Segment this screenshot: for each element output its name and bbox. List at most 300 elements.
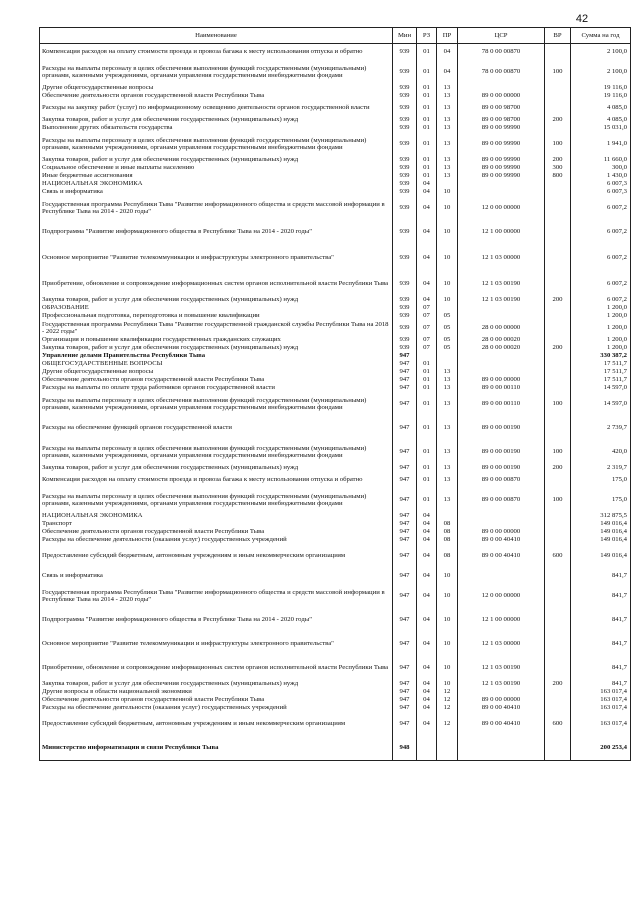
cell-target-item: 12 0 00 00000 bbox=[458, 196, 545, 220]
cell-target-item: 12 1 03 00190 bbox=[458, 680, 545, 688]
cell-name: Иные бюджетные ассигнования bbox=[40, 172, 393, 180]
cell-section: 04 bbox=[417, 528, 437, 536]
cell-ministry: 939 bbox=[393, 92, 417, 100]
table-row bbox=[40, 344, 631, 352]
cell-name: Предоставление субсидий бюджетным, автономным учреждениям и иным некоммерческим организациям bbox=[40, 544, 393, 568]
table-row bbox=[40, 180, 631, 188]
cell-expense-type bbox=[545, 696, 571, 704]
cell-expense-type: 100 bbox=[545, 132, 571, 156]
cell-target-item: 12 1 03 00190 bbox=[458, 272, 545, 296]
cell-name: Приобретение, обновление и сопровождение информационных систем органов исполнительной власти Республики Тыва bbox=[40, 656, 393, 680]
cell-annual-sum: 420,0 bbox=[571, 440, 631, 464]
cell-target-item: 89 0 00 00000 bbox=[458, 528, 545, 536]
cell-section: 04 bbox=[417, 712, 437, 736]
cell-section: 04 bbox=[417, 632, 437, 656]
table-header bbox=[40, 28, 631, 44]
cell-section: 07 bbox=[417, 336, 437, 344]
cell-subsection bbox=[437, 512, 458, 520]
cell-name: Расходы на закупку работ (услуг) по информационному освещению деятельности органов государственной власти bbox=[40, 100, 393, 116]
cell-subsection: 10 bbox=[437, 608, 458, 632]
cell-expense-type bbox=[545, 304, 571, 312]
cell-annual-sum: 4 085,0 bbox=[571, 116, 631, 124]
cell-target-item: 12 0 00 00000 bbox=[458, 584, 545, 608]
cell-section: 01 bbox=[417, 100, 437, 116]
table-row bbox=[40, 360, 631, 368]
cell-annual-sum: 6 007,3 bbox=[571, 180, 631, 188]
cell-expense-type bbox=[545, 272, 571, 296]
table-row bbox=[40, 84, 631, 92]
cell-expense-type bbox=[545, 416, 571, 440]
cell-annual-sum: 6 007,2 bbox=[571, 244, 631, 272]
cell-annual-sum: 149 016,4 bbox=[571, 528, 631, 536]
cell-name: ОБЩЕГОСУДАРСТВЕННЫЕ ВОПРОСЫ bbox=[40, 360, 393, 368]
cell-ministry: 947 bbox=[393, 368, 417, 376]
header-target-item: ЦСР bbox=[458, 28, 545, 44]
cell-annual-sum: 1 941,0 bbox=[571, 132, 631, 156]
cell-name: Расходы на выплаты по оплате труда работников органов государственной власти bbox=[40, 384, 393, 392]
cell-subsection bbox=[437, 736, 458, 761]
cell-target-item bbox=[458, 736, 545, 761]
cell-target-item bbox=[458, 512, 545, 520]
cell-name: Приобретение, обновление и сопровождение информационных систем органов исполнительной власти Республики Тыва bbox=[40, 272, 393, 296]
cell-ministry: 939 bbox=[393, 84, 417, 92]
cell-target-item: 12 1 03 00190 bbox=[458, 656, 545, 680]
cell-annual-sum: 19 116,0 bbox=[571, 84, 631, 92]
cell-ministry: 947 bbox=[393, 568, 417, 584]
cell-annual-sum: 1 200,0 bbox=[571, 344, 631, 352]
table-row bbox=[40, 472, 631, 488]
cell-ministry: 947 bbox=[393, 392, 417, 416]
cell-expense-type: 200 bbox=[545, 680, 571, 688]
table-row bbox=[40, 320, 631, 336]
header-ministry: Мин bbox=[393, 28, 417, 44]
cell-expense-type bbox=[545, 124, 571, 132]
cell-ministry: 947 bbox=[393, 632, 417, 656]
cell-target-item: 89 0 00 99990 bbox=[458, 172, 545, 180]
cell-expense-type bbox=[545, 536, 571, 544]
cell-ministry: 947 bbox=[393, 544, 417, 568]
cell-expense-type bbox=[545, 100, 571, 116]
cell-annual-sum: 841,7 bbox=[571, 656, 631, 680]
table-row bbox=[40, 656, 631, 680]
cell-name: Расходы на обеспечение деятельности (оказания услуг) государственных учреждений bbox=[40, 536, 393, 544]
cell-name: Закупка товаров, работ и услуг для обеспечения государственных (муниципальных) нужд bbox=[40, 344, 393, 352]
table-row bbox=[40, 568, 631, 584]
cell-annual-sum: 841,7 bbox=[571, 608, 631, 632]
cell-expense-type bbox=[545, 704, 571, 712]
cell-ministry: 948 bbox=[393, 736, 417, 761]
cell-name: Транспорт bbox=[40, 520, 393, 528]
table-row bbox=[40, 272, 631, 296]
cell-target-item: 89 0 00 00110 bbox=[458, 384, 545, 392]
cell-annual-sum: 1 200,0 bbox=[571, 304, 631, 312]
cell-section: 01 bbox=[417, 360, 437, 368]
table-row bbox=[40, 124, 631, 132]
cell-annual-sum: 149 016,4 bbox=[571, 544, 631, 568]
cell-subsection: 04 bbox=[437, 60, 458, 84]
cell-subsection: 10 bbox=[437, 632, 458, 656]
cell-name: Закупка товаров, работ и услуг для обеспечения государственных (муниципальных) нужд bbox=[40, 464, 393, 472]
cell-section: 01 bbox=[417, 172, 437, 180]
cell-section: 04 bbox=[417, 272, 437, 296]
cell-name: Компенсация расходов на оплату стоимости проезда и провоза багажа к месту использования отпуска и обратно bbox=[40, 472, 393, 488]
cell-ministry: 947 bbox=[393, 416, 417, 440]
table-row bbox=[40, 336, 631, 344]
cell-section: 01 bbox=[417, 384, 437, 392]
cell-subsection: 13 bbox=[437, 464, 458, 472]
cell-subsection: 08 bbox=[437, 520, 458, 528]
cell-ministry: 947 bbox=[393, 464, 417, 472]
cell-target-item: 89 0 00 40410 bbox=[458, 536, 545, 544]
cell-annual-sum: 1 430,0 bbox=[571, 172, 631, 180]
cell-subsection: 13 bbox=[437, 132, 458, 156]
cell-target-item: 78 0 00 00870 bbox=[458, 44, 545, 61]
table-row bbox=[40, 464, 631, 472]
cell-target-item: 89 0 00 40410 bbox=[458, 704, 545, 712]
table-row bbox=[40, 536, 631, 544]
cell-subsection: 13 bbox=[437, 416, 458, 440]
table-row bbox=[40, 416, 631, 440]
cell-name: Другие общегосударственные вопросы bbox=[40, 84, 393, 92]
cell-annual-sum: 163 017,4 bbox=[571, 688, 631, 696]
cell-target-item: 89 0 00 00190 bbox=[458, 416, 545, 440]
cell-ministry: 939 bbox=[393, 344, 417, 352]
cell-section: 07 bbox=[417, 344, 437, 352]
cell-name: Государственная программа Республики Тыва "Развитие информационного общества и средств массовой информации в Республике Тыва на 2014 - 2020 годы" bbox=[40, 584, 393, 608]
cell-ministry: 939 bbox=[393, 304, 417, 312]
cell-section: 04 bbox=[417, 520, 437, 528]
cell-ministry: 947 bbox=[393, 352, 417, 360]
cell-subsection: 13 bbox=[437, 172, 458, 180]
cell-name: Обеспечение деятельности органов государственной власти Республики Тыва bbox=[40, 528, 393, 536]
cell-expense-type: 300 bbox=[545, 164, 571, 172]
cell-expense-type bbox=[545, 196, 571, 220]
cell-ministry: 939 bbox=[393, 132, 417, 156]
cell-annual-sum: 149 016,4 bbox=[571, 536, 631, 544]
cell-annual-sum: 163 017,4 bbox=[571, 696, 631, 704]
cell-subsection: 10 bbox=[437, 584, 458, 608]
cell-annual-sum: 15 031,0 bbox=[571, 124, 631, 132]
cell-name: Расходы на обеспечение функций органов государственной власти bbox=[40, 416, 393, 440]
cell-annual-sum: 841,7 bbox=[571, 632, 631, 656]
cell-name: Связь и информатика bbox=[40, 188, 393, 196]
cell-section: 04 bbox=[417, 608, 437, 632]
cell-subsection: 13 bbox=[437, 100, 458, 116]
cell-section: 04 bbox=[417, 188, 437, 196]
cell-subsection: 13 bbox=[437, 84, 458, 92]
cell-annual-sum: 1 200,0 bbox=[571, 312, 631, 320]
cell-ministry: 939 bbox=[393, 196, 417, 220]
cell-target-item: 12 1 00 00000 bbox=[458, 220, 545, 244]
cell-subsection: 10 bbox=[437, 244, 458, 272]
cell-subsection bbox=[437, 304, 458, 312]
cell-expense-type: 200 bbox=[545, 116, 571, 124]
table-row bbox=[40, 188, 631, 196]
cell-target-item: 12 1 03 00000 bbox=[458, 244, 545, 272]
cell-section: 04 bbox=[417, 220, 437, 244]
cell-annual-sum: 163 017,4 bbox=[571, 712, 631, 736]
cell-ministry: 947 bbox=[393, 376, 417, 384]
cell-annual-sum: 17 511,7 bbox=[571, 376, 631, 384]
cell-subsection: 10 bbox=[437, 272, 458, 296]
cell-ministry: 939 bbox=[393, 124, 417, 132]
cell-expense-type bbox=[545, 92, 571, 100]
cell-section: 04 bbox=[417, 656, 437, 680]
cell-annual-sum: 6 007,2 bbox=[571, 196, 631, 220]
cell-name: Государственная программа Республики Тыва "Развитие государственной гражданской службы Республики Тыва на 2018 - 2022 годы" bbox=[40, 320, 393, 336]
cell-expense-type bbox=[545, 472, 571, 488]
cell-subsection: 10 bbox=[437, 188, 458, 196]
cell-subsection: 13 bbox=[437, 440, 458, 464]
cell-name: Закупка товаров, работ и услуг для обеспечения государственных (муниципальных) нужд bbox=[40, 296, 393, 304]
cell-subsection: 13 bbox=[437, 392, 458, 416]
cell-ministry: 947 bbox=[393, 488, 417, 512]
cell-name: Обеспечение деятельности органов государственной власти Республики Тыва bbox=[40, 376, 393, 384]
cell-annual-sum: 175,0 bbox=[571, 488, 631, 512]
cell-target-item: 89 0 00 98700 bbox=[458, 100, 545, 116]
cell-annual-sum: 6 007,2 bbox=[571, 272, 631, 296]
cell-section: 01 bbox=[417, 84, 437, 92]
cell-section: 01 bbox=[417, 464, 437, 472]
cell-target-item bbox=[458, 352, 545, 360]
cell-target-item: 89 0 00 00000 bbox=[458, 376, 545, 384]
cell-expense-type bbox=[545, 44, 571, 61]
cell-expense-type bbox=[545, 312, 571, 320]
cell-target-item: 12 1 03 00000 bbox=[458, 632, 545, 656]
cell-name: Расходы на выплаты персоналу в целях обеспечения выполнения функций государственными (муниципальными) органами, казенными учреждениями, органами управления государственными внебюджетными фондами bbox=[40, 440, 393, 464]
table-row bbox=[40, 392, 631, 416]
cell-name: Компенсация расходов на оплату стоимости проезда и провоза багажа к месту использования отпуска и обратно bbox=[40, 44, 393, 61]
cell-target-item: 89 0 00 99990 bbox=[458, 132, 545, 156]
cell-expense-type bbox=[545, 84, 571, 92]
cell-annual-sum: 4 085,0 bbox=[571, 100, 631, 116]
cell-ministry: 939 bbox=[393, 156, 417, 164]
cell-section: 04 bbox=[417, 544, 437, 568]
cell-name: Расходы на выплаты персоналу в целях обеспечения выполнения функций государственными (муниципальными) органами, казенными учреждениями, органами управления государственными внебюджетными фондами bbox=[40, 60, 393, 84]
cell-expense-type bbox=[545, 244, 571, 272]
cell-subsection: 05 bbox=[437, 312, 458, 320]
cell-ministry: 939 bbox=[393, 320, 417, 336]
cell-target-item bbox=[458, 304, 545, 312]
cell-subsection: 13 bbox=[437, 156, 458, 164]
cell-expense-type bbox=[545, 632, 571, 656]
cell-name: Подпрограмма "Развитие информационного общества в Республике Тыва на 2014 - 2020 годы" bbox=[40, 220, 393, 244]
cell-expense-type bbox=[545, 608, 571, 632]
cell-name: ОБРАЗОВАНИЕ bbox=[40, 304, 393, 312]
cell-subsection: 12 bbox=[437, 688, 458, 696]
table-row bbox=[40, 632, 631, 656]
cell-ministry: 947 bbox=[393, 384, 417, 392]
cell-section: 07 bbox=[417, 304, 437, 312]
cell-expense-type bbox=[545, 520, 571, 528]
cell-annual-sum: 6 007,2 bbox=[571, 296, 631, 304]
cell-target-item: 89 0 00 40410 bbox=[458, 544, 545, 568]
cell-subsection: 10 bbox=[437, 680, 458, 688]
cell-name: Другие общегосударственные вопросы bbox=[40, 368, 393, 376]
cell-ministry: 939 bbox=[393, 60, 417, 84]
cell-section: 04 bbox=[417, 688, 437, 696]
cell-expense-type: 600 bbox=[545, 544, 571, 568]
cell-section: 01 bbox=[417, 472, 437, 488]
cell-annual-sum: 2 100,0 bbox=[571, 60, 631, 84]
cell-target-item bbox=[458, 84, 545, 92]
cell-expense-type: 100 bbox=[545, 488, 571, 512]
table-row bbox=[40, 488, 631, 512]
cell-section: 04 bbox=[417, 196, 437, 220]
cell-ministry: 947 bbox=[393, 440, 417, 464]
cell-annual-sum: 2 100,0 bbox=[571, 44, 631, 61]
cell-subsection: 13 bbox=[437, 164, 458, 172]
cell-ministry: 939 bbox=[393, 164, 417, 172]
cell-ministry: 939 bbox=[393, 44, 417, 61]
cell-ministry: 939 bbox=[393, 272, 417, 296]
cell-name: Другие вопросы в области национальной экономики bbox=[40, 688, 393, 696]
cell-subsection: 08 bbox=[437, 544, 458, 568]
cell-name: НАЦИОНАЛЬНАЯ ЭКОНОМИКА bbox=[40, 512, 393, 520]
cell-ministry: 947 bbox=[393, 608, 417, 632]
cell-ministry: 947 bbox=[393, 688, 417, 696]
cell-ministry: 947 bbox=[393, 680, 417, 688]
cell-annual-sum: 841,7 bbox=[571, 584, 631, 608]
cell-name: НАЦИОНАЛЬНАЯ ЭКОНОМИКА bbox=[40, 180, 393, 188]
table-row bbox=[40, 584, 631, 608]
cell-target-item: 89 0 00 40410 bbox=[458, 712, 545, 736]
table-row bbox=[40, 544, 631, 568]
cell-subsection: 13 bbox=[437, 92, 458, 100]
cell-annual-sum: 300,0 bbox=[571, 164, 631, 172]
cell-ministry: 939 bbox=[393, 244, 417, 272]
cell-annual-sum: 17 511,7 bbox=[571, 368, 631, 376]
cell-section: 07 bbox=[417, 312, 437, 320]
cell-name: Расходы на выплаты персоналу в целях обеспечения выполнения функций государственными (муниципальными) органами, казенными учреждениями, органами управления государственными внебюджетными фондами bbox=[40, 132, 393, 156]
table-body bbox=[40, 44, 631, 761]
header-expense-type: ВР bbox=[545, 28, 571, 44]
cell-section: 04 bbox=[417, 704, 437, 712]
cell-name: Предоставление субсидий бюджетным, автономным учреждениям и иным некоммерческим организациям bbox=[40, 712, 393, 736]
cell-subsection: 10 bbox=[437, 220, 458, 244]
cell-ministry: 947 bbox=[393, 712, 417, 736]
cell-subsection bbox=[437, 352, 458, 360]
cell-subsection: 13 bbox=[437, 472, 458, 488]
cell-target-item: 89 0 00 00110 bbox=[458, 392, 545, 416]
header-row bbox=[40, 28, 631, 44]
cell-name: Выполнение других обязательств государства bbox=[40, 124, 393, 132]
cell-annual-sum: 19 116,0 bbox=[571, 92, 631, 100]
cell-expense-type bbox=[545, 220, 571, 244]
cell-ministry: 947 bbox=[393, 536, 417, 544]
table-row bbox=[40, 384, 631, 392]
cell-expense-type bbox=[545, 736, 571, 761]
cell-target-item: 89 0 00 00000 bbox=[458, 696, 545, 704]
cell-name: Расходы на обеспечение деятельности (оказания услуг) государственных учреждений bbox=[40, 704, 393, 712]
table-row bbox=[40, 60, 631, 84]
table-row bbox=[40, 512, 631, 520]
cell-subsection: 10 bbox=[437, 656, 458, 680]
cell-section: 04 bbox=[417, 244, 437, 272]
cell-target-item: 89 0 00 99990 bbox=[458, 164, 545, 172]
cell-target-item: 89 0 00 00000 bbox=[458, 92, 545, 100]
cell-expense-type: 200 bbox=[545, 464, 571, 472]
cell-annual-sum: 312 875,5 bbox=[571, 512, 631, 520]
cell-expense-type bbox=[545, 352, 571, 360]
cell-section: 01 bbox=[417, 124, 437, 132]
cell-ministry: 939 bbox=[393, 336, 417, 344]
table-row bbox=[40, 44, 631, 61]
cell-expense-type: 200 bbox=[545, 344, 571, 352]
cell-target-item: 89 0 00 98700 bbox=[458, 116, 545, 124]
cell-section: 01 bbox=[417, 44, 437, 61]
page-number: 42 bbox=[575, 13, 589, 25]
cell-subsection: 10 bbox=[437, 296, 458, 304]
cell-subsection: 05 bbox=[437, 320, 458, 336]
table-row bbox=[40, 528, 631, 536]
cell-annual-sum: 2 319,7 bbox=[571, 464, 631, 472]
cell-expense-type bbox=[545, 368, 571, 376]
cell-section: 01 bbox=[417, 116, 437, 124]
cell-ministry: 939 bbox=[393, 312, 417, 320]
cell-annual-sum: 17 511,7 bbox=[571, 360, 631, 368]
cell-target-item bbox=[458, 368, 545, 376]
cell-section: 01 bbox=[417, 488, 437, 512]
cell-annual-sum: 175,0 bbox=[571, 472, 631, 488]
cell-section: 04 bbox=[417, 584, 437, 608]
cell-section: 01 bbox=[417, 392, 437, 416]
cell-annual-sum: 6 007,2 bbox=[571, 220, 631, 244]
cell-expense-type bbox=[545, 656, 571, 680]
header-annual-sum: Сумма на год bbox=[571, 28, 631, 44]
cell-expense-type: 200 bbox=[545, 296, 571, 304]
cell-subsection: 13 bbox=[437, 384, 458, 392]
cell-annual-sum: 1 200,0 bbox=[571, 336, 631, 344]
cell-subsection: 13 bbox=[437, 488, 458, 512]
cell-expense-type: 100 bbox=[545, 440, 571, 464]
cell-ministry: 939 bbox=[393, 116, 417, 124]
cell-section: 04 bbox=[417, 512, 437, 520]
cell-section: 01 bbox=[417, 92, 437, 100]
table-row bbox=[40, 164, 631, 172]
cell-target-item bbox=[458, 360, 545, 368]
cell-section: 04 bbox=[417, 180, 437, 188]
cell-section bbox=[417, 352, 437, 360]
cell-expense-type: 200 bbox=[545, 156, 571, 164]
cell-name: Основное мероприятие "Развитие телекоммуникации и инфраструктуры электронного правительства" bbox=[40, 632, 393, 656]
cell-subsection bbox=[437, 360, 458, 368]
table-row bbox=[40, 712, 631, 736]
cell-annual-sum: 6 007,3 bbox=[571, 188, 631, 196]
cell-subsection: 13 bbox=[437, 116, 458, 124]
cell-target-item: 12 1 03 00190 bbox=[458, 296, 545, 304]
cell-name: Управление делами Правительства Республики Тыва bbox=[40, 352, 393, 360]
cell-expense-type bbox=[545, 568, 571, 584]
table-row bbox=[40, 352, 631, 360]
cell-expense-type: 600 bbox=[545, 712, 571, 736]
table-row bbox=[40, 220, 631, 244]
cell-expense-type bbox=[545, 320, 571, 336]
table-row bbox=[40, 368, 631, 376]
cell-name: Закупка товаров, работ и услуг для обеспечения государственных (муниципальных) нужд bbox=[40, 680, 393, 688]
header-name: Наименование bbox=[40, 28, 393, 44]
cell-target-item bbox=[458, 520, 545, 528]
cell-annual-sum: 14 597,0 bbox=[571, 392, 631, 416]
table-row bbox=[40, 100, 631, 116]
cell-section: 01 bbox=[417, 416, 437, 440]
table-row bbox=[40, 520, 631, 528]
cell-annual-sum: 841,7 bbox=[571, 568, 631, 584]
table-row bbox=[40, 304, 631, 312]
table-row bbox=[40, 116, 631, 124]
cell-subsection: 12 bbox=[437, 704, 458, 712]
table-row bbox=[40, 608, 631, 632]
